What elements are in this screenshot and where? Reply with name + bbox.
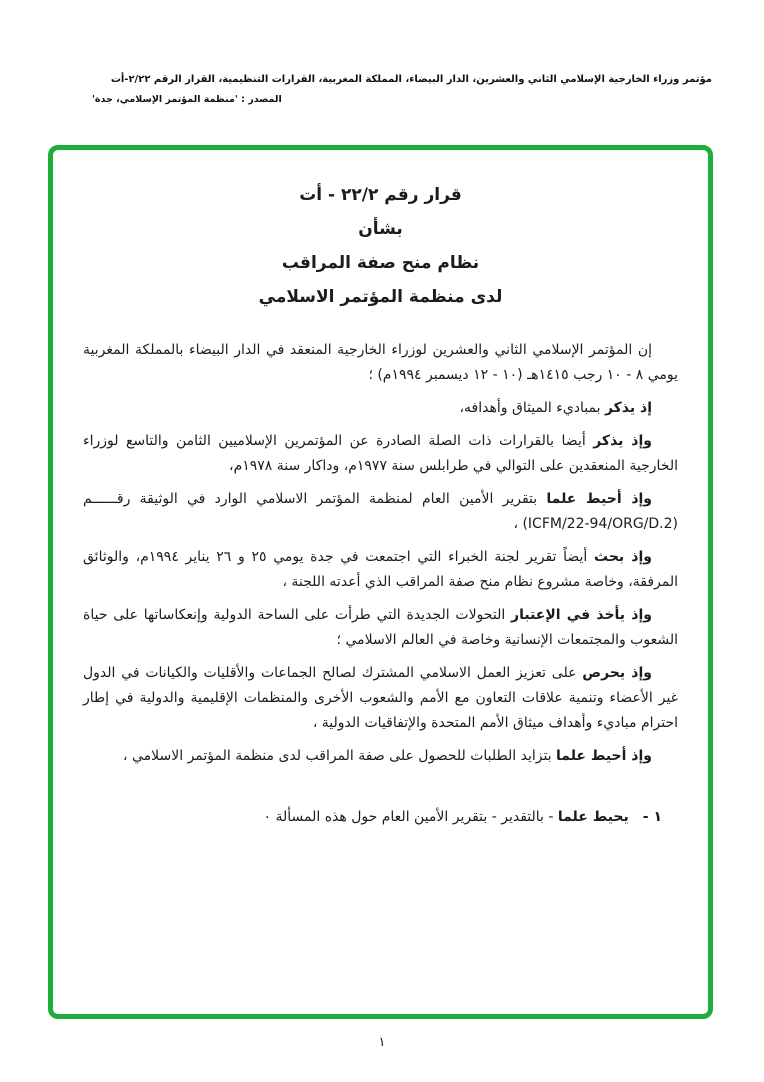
citation-line-2: المصدر : 'منظمة المؤتمر الإسلامي، جدة' (92, 94, 282, 105)
paragraph-keen-on (83, 661, 678, 736)
item-number: ١ - (642, 809, 662, 825)
paragraph-text: بمباديء الميثاق وأهدافه، (459, 400, 605, 416)
subject-line-1: نظام منح صفة المراقب (281, 253, 480, 273)
paragraph-text: بتزايد الطلبات للحصول على صفة المراقب لدى منظمة المؤتمر الاسلامي ، (123, 748, 557, 764)
subject-line-2: لدى منظمة المؤتمر الاسلامي (258, 287, 503, 307)
item-text: - بالتقدير - بتقرير الأمين العام حول هذه المسألة ٠ (263, 809, 558, 825)
paragraph-lead: وإذ بحث (594, 549, 652, 565)
resolution-item-1 (83, 805, 678, 830)
document-body (83, 338, 678, 830)
paragraph-lead: وإذ يحرص (582, 665, 652, 681)
paragraph-taking-note-report (83, 487, 678, 537)
paragraph-lead: وإذ أحيط علما (546, 491, 653, 507)
paragraph-lead: وإذ يذكر (593, 433, 652, 449)
citation-line-1: مؤتمر وزراء الخارجية الإسلامي الثاني والعشرين، الدار البيضاء، المملكة المغربية، القرارات التنظيمية، القرار الرقم ٢/٢٢-أت (110, 74, 712, 85)
paragraph-text: بتقرير الأمين العام لمنظمة المؤتمر الاسلامي الوارد في الوثيقة رقــــــم ‎(ICFM/22-94/ORG/D.2)‎ ، (83, 491, 678, 532)
paragraph-noting-requests (83, 744, 678, 769)
paragraph-having-examined (83, 545, 678, 595)
subject-label: بشأن (358, 219, 403, 239)
page-number: ١ (378, 1035, 386, 1050)
paragraph-text: على تعزيز العمل الاسلامي المشترك لصالح الجماعات والأقليات والكيانات في الدول غير الأعضاء وتنمية علاقات التعاون مع الأمم والشعوب الأخرى والمنظمات الإقليمية والدولية في إطار احترام مباديء وأهداف ميثاق الأمم المتحدة والإتفاقيات الدولية ، (83, 665, 678, 731)
paragraph-text: أيضا بالقرارات ذات الصلة الصادرة عن المؤتمرين الإسلاميين الثامن والتاسع لوزراء الخارجية المنعقدين على التوالي في طرابلس سنة ١٩٧٧م، وداكار سنة ١٩٧٨م، (83, 433, 678, 474)
document-frame (48, 145, 713, 1019)
item-lead: يحيط علما (557, 809, 629, 825)
paragraph-recalling-also (83, 429, 678, 479)
paragraph-text: إن المؤتمر الإسلامي الثاني والعشرين لوزراء الخارجية المنعقد في الدار البيضاء بالمملكة المغربية يومي ٨ - ١٠ رجب ١٤١٥هـ (١٠ - ١٢ ديسمبر ١٩٩٤م) ؛ (83, 342, 678, 383)
paragraph-lead: وإذ يأخذ في الإعتبار (511, 607, 652, 623)
resolution-number-title: قرار رقم ٢٢/٢ - أت (299, 185, 462, 205)
paragraph-text: أيضاً تقرير لجنة الخبراء التي اجتمعت في جدة يومي ٢٥ و ٢٦ يناير ١٩٩٤م، والوثائق المرفقة، وخاصة مشروع نظام منح صفة المراقب الذي أعدته اللجنة ، (83, 549, 678, 590)
citation-header (50, 72, 712, 105)
paragraph-lead: وإذ أحيط علما (556, 748, 652, 764)
paragraph-taking-into-account (83, 603, 678, 653)
paragraph-text: التحولات الجديدة التي طرأت على الساحة الدولية وإنعكاساتها على حياة الشعوب والمجتمعات الإنسانية وخاصة في العالم الاسلامي ؛ (83, 607, 678, 648)
paragraph-recalling (83, 396, 678, 421)
paragraph-intro (83, 338, 678, 388)
title-block (83, 184, 678, 308)
paragraph-lead: إذ يذكر (604, 400, 652, 416)
